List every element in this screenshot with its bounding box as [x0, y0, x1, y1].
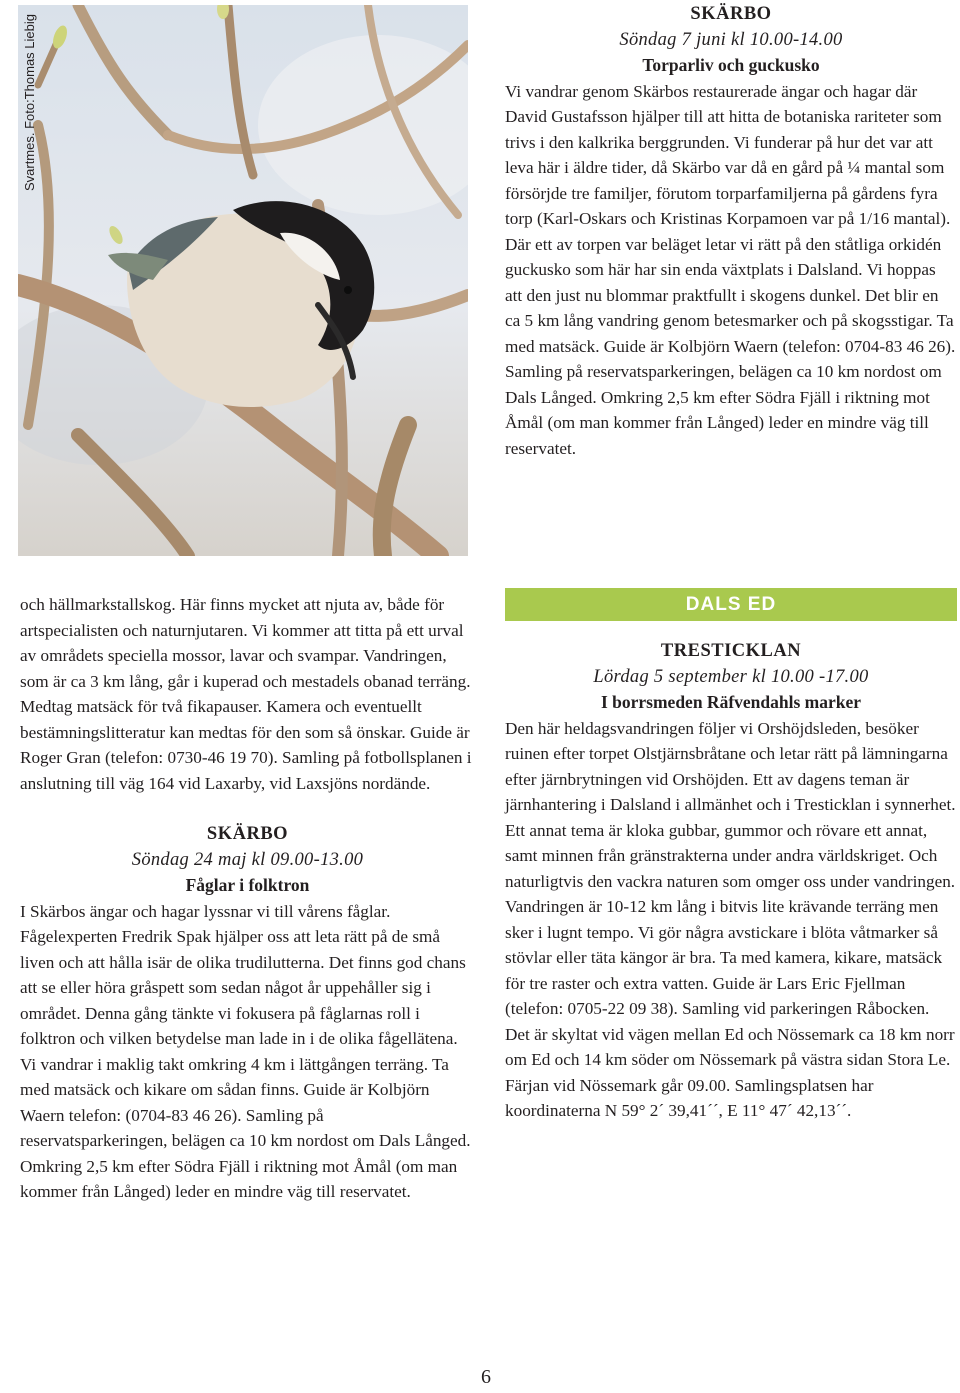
event-skarbo-maj [20, 822, 475, 1205]
event-title: Torparliv och guckusko [642, 55, 820, 75]
event-tresticklan [505, 639, 957, 1124]
event-body: I Skärbos ängar och hagar lyssnar vi till vårens fåglar. Fågelexperten Fredrik Spak hjälper oss att leta rätt på de små liven och att hålla isär de olika trudilutterna. Det finns god chans att se eller höra gråspett som sedan något år uppehåller sig i området. Denna gång tänkte vi fokusera på fåglarnas roll i folktron och vilken betydelse man lade in i de olika fågellätena. Vi vandrar i maklig takt omkring 4 km i lättgången terräng. Ta med matsäck och kikare om sådan finns. Guide är Kolbjörn Waern telefon: (0704-83 46 26). Samling på reservatsparkeringen, belägen ca 10 km nordost om Dals Långed. Omkring 2,5 km efter Södra Fjäll i riktning mot Åmål (om man kommer från Långed) leder en mindre väg till reservatet. [20, 901, 471, 1201]
event-body: Den här heldagsvandringen följer vi Orshöjdsleden, besöker ruinen efter torpet Olstjärnsbråtane och letar rätt på lämningarna efter järnbrytningen vid Orshöjden. Ett av dagens teman är järnhantering i Dalsland i allmänhet och i Tresticklan i synnerhet. Ett annat tema är kloka gubbar, gummor och rövare ett annat, samt minnen från gränstrakterna under andra världskriget. Och naturligtvis den vackra naturen som omger oss under vandringen. Vandringen är 10-12 km lång i bitvis lite krävande terräng men sker i lugnt tempo. Vi gör några avstickare i blöta våtmarker så stövlar eller täta kängor är bra. Ta med kamera, kikare, matsäck för tre raster och extra vatten. Guide är Lars Eric Fjellman (telefon: 0705-22 09 38). Samling vid parkeringen Råbocken. Det är skyltat vid vägen mellan Ed och Nössemark ca 18 km norr om Ed och 14 km söder om Nössemark på västra sidan Stora Le. Färjan vid Nössemark går 09.00. Samlingsplatsen har koordinaterna N 59° 2´ 39,41´´, E 11° 47´ 42,13´´. [505, 718, 956, 1120]
right-column [505, 588, 957, 1124]
left-column [20, 592, 475, 1205]
event-date: Söndag 7 juni kl 10.00-14.00 [619, 29, 843, 50]
continued-text: och hällmarkstallskog. Här finns mycket att njuta av, både för artspecialisten och naturnjutaren. Vi kommer att titta på ett urval av områdets speciella mossor, lavar och svampar. Vandringen, som är ca 3 km lång, går i kuperad och mestadels obanad terräng. Medtag matsäck för två fikapauser. Kamera och eventuellt bestämningslitteratur kan medtas för den som så önskar. Guide är Roger Gran (telefon: 0730-46 19 70). Samling på fotbollsplanen i anslutning till väg 164 vid Laxarby, vid Laxsjöns nordände. [20, 595, 472, 793]
photo-credit: Svartmes. Foto:Thomas Liebig [22, 14, 37, 192]
event-place: TRESTICKLAN [660, 641, 802, 661]
event-title: Fåglar i folktron [185, 875, 310, 895]
page-number: 6 [481, 1366, 491, 1388]
event-place: SKÄRBO [690, 4, 772, 24]
event-place: SKÄRBO [206, 824, 289, 844]
coal-tit-illustration [18, 5, 468, 556]
event-date: Lördag 5 september kl 10.00 -17.00 [593, 666, 869, 687]
event-skarbo-juni [505, 2, 957, 461]
region-banner: DALS ED [505, 588, 957, 621]
event-title: I borrsmeden Räfvendahls marker [600, 692, 862, 712]
bird-photo [18, 5, 468, 556]
event-date: Söndag 24 maj kl 09.00-13.00 [131, 849, 364, 870]
event-body: Vi vandrar genom Skärbos restaurerade ängar och hagar där David Gustafsson hjälper till att hitta de botaniska rariteter som trivs i den kalkrika berggrunden. Vi funderar på hur det var att leva här i äldre tider, då Skärbo var då en gård på ¼ mantal som försörjde tre familjer, förutom torparfamiljerna på gårdens fyra torp (Karl-Oskars och Kristinas Korpamoen var på 1/16 mantal). Där ett av torpen var beläget letar vi rätt på den ståtliga orkidén guckusko som här har sin enda växtplats i Dalsland. Vi hoppas att den just nu blommar praktfullt i skogens dunkel. Det blir en ca 5 km lång vandring genom betesmarker och på skogsstigar. Ta med matsäck. Guide är Kolbjörn Waern (telefon: 0704-83 46 26). Samling på reservatsparkeringen, belägen ca 10 km nordost om Dals Långed. Omkring 2,5 km efter Södra Fjäll i riktning mot Åmål (om man kommer från Långed) leder en mindre väg till reservatet. [505, 81, 956, 458]
